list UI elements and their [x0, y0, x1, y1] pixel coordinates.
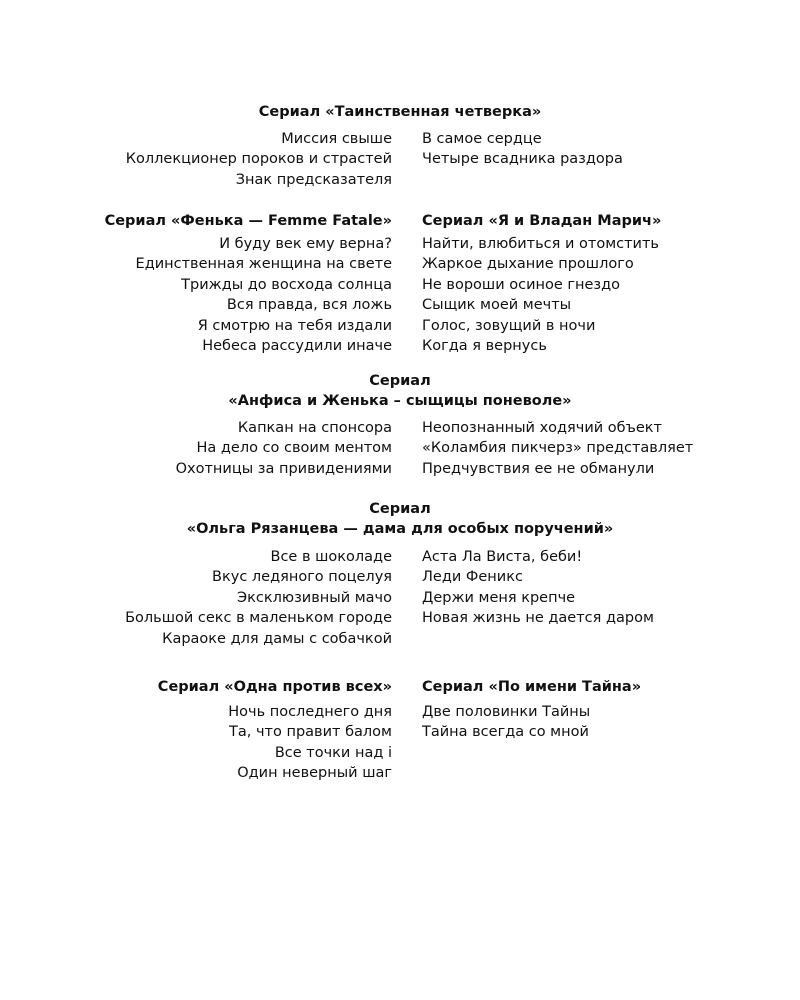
book-title: Предчувствия ее не обманули	[422, 460, 655, 477]
book-title: Вся правда, вся ложь	[226, 297, 392, 314]
book-title: Найти, влюбиться и отомстить	[422, 236, 659, 252]
book-title: Караоке для дамы с собачкой	[162, 630, 392, 647]
book-title: Ночь последнего дня	[228, 704, 392, 720]
book-title: Охотницы за привидениями	[175, 460, 392, 477]
book-title: Небеса рассудили иначе	[202, 337, 392, 354]
book-title: И буду век ему верна?	[219, 236, 392, 252]
series-heading-mysterious-four: Сериал «Таинственная четверка»	[258, 104, 542, 120]
series-list-anfisa-col2	[422, 418, 693, 479]
series-heading-anfisa-line1: Сериал	[369, 373, 431, 389]
series-heading-olga-line1: Сериал	[369, 501, 431, 517]
book-title: Единственная женщина на свете	[135, 256, 392, 273]
book-title: Сыщик моей мечты	[422, 297, 572, 314]
book-title: Большой секс в маленьком городе	[125, 610, 392, 627]
book-title: Неопознанный ходячий объект	[422, 420, 662, 436]
series-list-vladan-marich	[422, 234, 659, 356]
book-title: Новая жизнь не дается даром	[422, 610, 654, 627]
book-title: Трижды до восхода солнца	[181, 276, 392, 293]
series-heading-olga-line2: «Ольга Рязанцева — дама для особых поручений»	[186, 521, 614, 537]
series-list-olga-col2	[422, 547, 654, 629]
book-title: Держи меня крепче	[422, 589, 576, 606]
book-title: Та, что правит балом	[229, 724, 392, 741]
series-list-fenka	[136, 234, 392, 356]
book-title: Вкус ледяного поцелуя	[212, 569, 392, 586]
series-heading-anfisa-line2: «Анфиса и Женька – сыщицы поневоле»	[228, 393, 572, 409]
series-heading-named-taina: Сериал «По имени Тайна»	[422, 679, 642, 695]
series-list-one-against-all	[228, 702, 392, 784]
book-title: Капкан на спонсора	[237, 420, 392, 436]
book-title: Аста Ла Виста, беби!	[422, 549, 583, 565]
book-title: «Коламбия пикчерз» представляет	[422, 440, 694, 457]
series-heading-one-against-all: Сериал «Одна против всех»	[157, 679, 392, 695]
series-list-mysterious-four-col2	[422, 129, 623, 170]
book-title: В самое сердце	[422, 131, 542, 147]
series-heading-fenka: Сериал «Фенька — Femme Fatale»	[104, 213, 392, 229]
book-title: Две половинки Тайны	[422, 704, 591, 720]
book-title: Леди Феникс	[422, 569, 523, 586]
book-title: Все точки над i	[274, 744, 392, 761]
series-list-named-taina	[422, 702, 590, 743]
book-title: Я смотрю на тебя издали	[197, 317, 392, 334]
book-title: Не вороши осиное гнездо	[422, 276, 621, 293]
book-title: Коллекционер пороков и страстей	[125, 151, 392, 168]
book-title: Четыре всадника раздора	[422, 151, 623, 168]
series-list-olga-col1	[125, 547, 392, 649]
book-title: Знак предсказателя	[235, 171, 392, 188]
book-title: Жаркое дыхание прошлого	[422, 256, 634, 273]
book-title: Один неверный шаг	[237, 765, 392, 782]
series-heading-vladan-marich: Сериал «Я и Владан Марич»	[422, 213, 662, 229]
series-list-mysterious-four-col1	[126, 129, 392, 190]
book-title: Голос, зовущий в ночи	[422, 317, 596, 334]
book-title: На дело со своим ментом	[196, 440, 392, 457]
book-title: Миссия свыше	[281, 131, 392, 147]
book-title: Когда я вернусь	[422, 337, 547, 354]
book-title: Тайна всегда со мной	[422, 724, 589, 741]
book-title: Все в шоколаде	[270, 549, 392, 565]
series-list-anfisa-col1	[176, 418, 392, 479]
book-title: Эксклюзивный мачо	[237, 589, 392, 606]
